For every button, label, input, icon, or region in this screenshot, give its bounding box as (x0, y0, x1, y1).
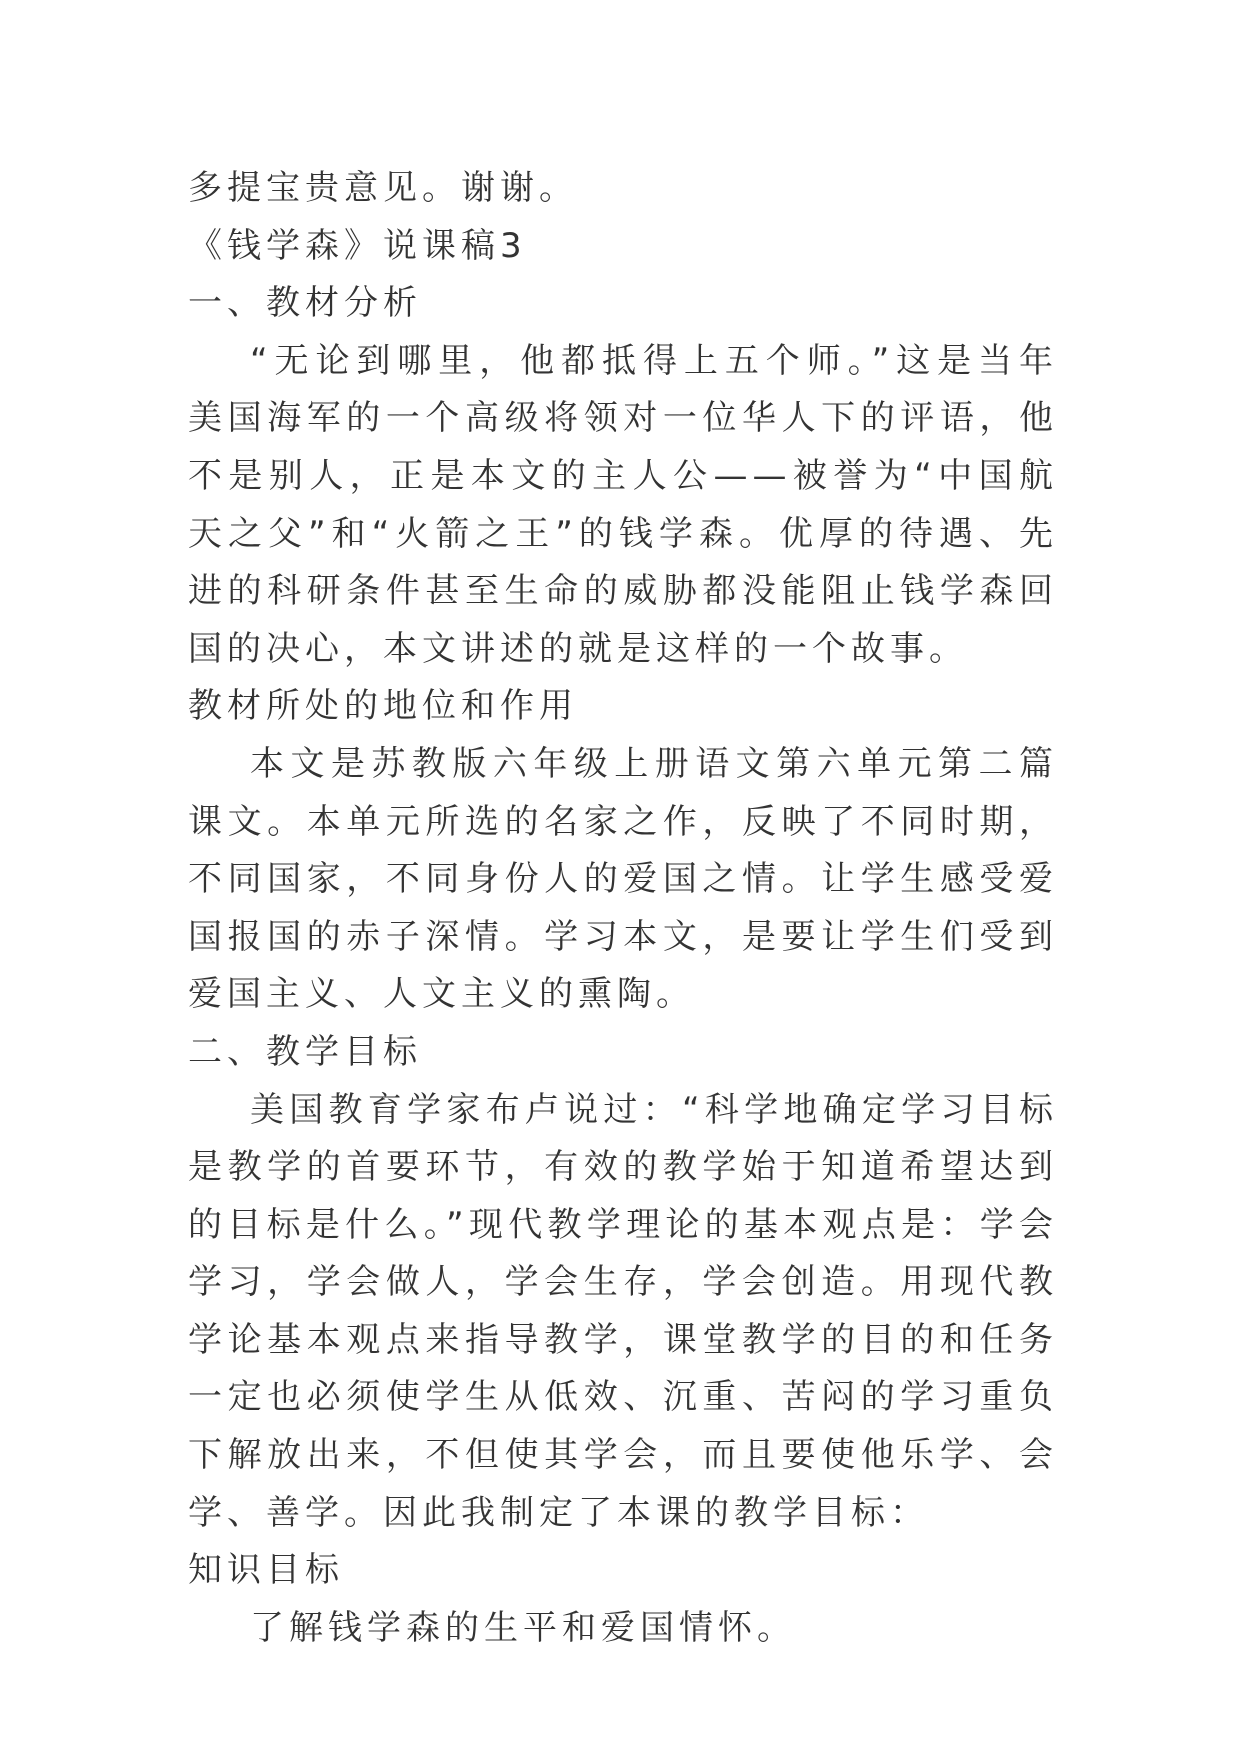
section-heading-teaching-goals: 二、教学目标 (188, 1031, 422, 1072)
subheading-knowledge-goals: 知识目标 (188, 1550, 344, 1591)
body-paragraph-position: 本文是苏教版六年级上册语文第六单元第二篇课文。本单元所选的名家之作，反映了不同时期，不同国家，不同身份人的爱国之情。让学生感受爱国报国的赤子深情。学习本文，是要让学生们受到爱国主义、人文主义的熏陶。 (188, 743, 1058, 1015)
subheading-position-role: 教材所处的地位和作用 (188, 686, 578, 727)
closing-line: 多提宝贵意见。谢谢。 (188, 168, 578, 208)
section-heading-textbook-analysis: 一、教材分析 (188, 283, 422, 324)
body-paragraph-intro: “无论到哪里，他都抵得上五个师。”这是当年美国海军的一个高级将领对一位华人下的评语，他不是别人，正是本文的主人公——被誉为“中国航天之父”和“火箭之王”的钱学森。优厚的待遇、先进的科研条件甚至生命的威胁都没能阻止钱学森回国的决心，本文讲述的就是这样的一个故事。 (188, 340, 1058, 669)
body-paragraph-knowledge: 了解钱学森的生平和爱国情怀。 (250, 1607, 796, 1648)
document-body (188, 160, 1058, 1657)
section-title: 《钱学森》说课稿3 (188, 225, 527, 266)
body-paragraph-goals: 美国教育学家布卢说过：“科学地确定学习目标是教学的首要环节，有效的教学始于知道希望达到的目标是什么。”现代教学理论的基本观点是：学会学习，学会做人，学会生存，学会创造。用现代教学论基本观点来指导教学，课堂教学的目的和任务一定也必须使学生从低效、沉重、苦闷的学习重负下解放出来，不但使其学会，而且要使他乐学、会学、善学。因此我制定了本课的教学目标： (188, 1089, 1058, 1533)
